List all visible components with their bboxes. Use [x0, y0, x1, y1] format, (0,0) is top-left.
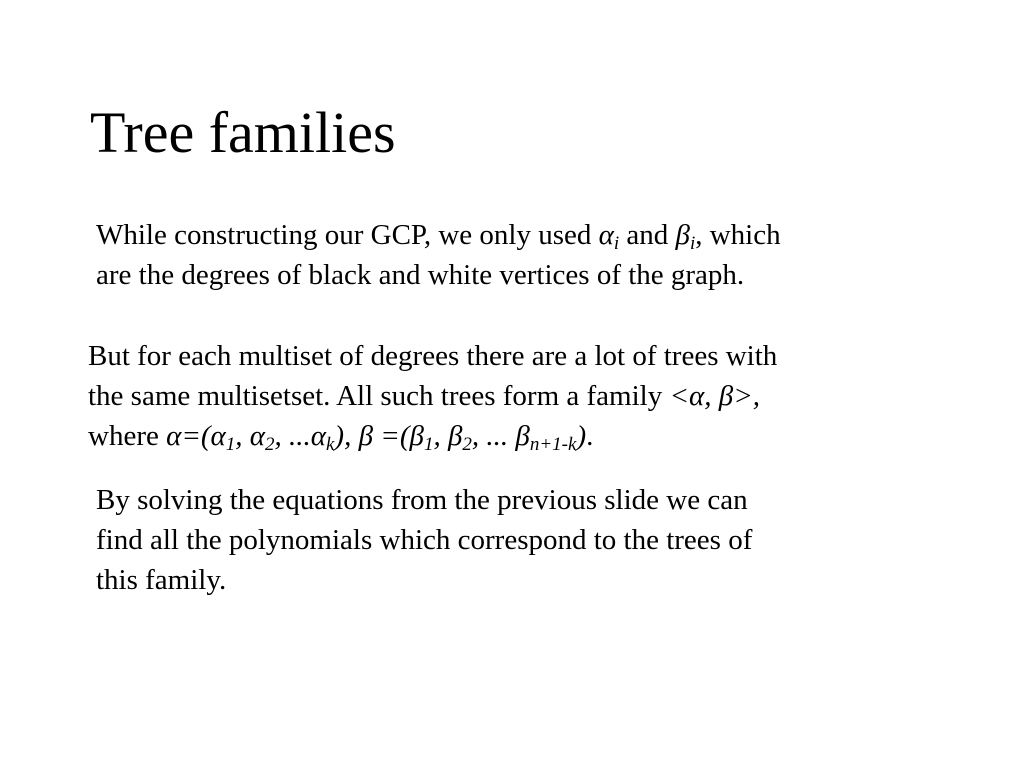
paragraph-tree-family [88, 336, 777, 456]
text-run: . [586, 420, 594, 452]
alpha-symbol: α [598, 219, 614, 251]
text-run: While constructing our GCP, we only used [96, 219, 599, 251]
text-run: , which [695, 219, 781, 251]
paragraph-line: find all the polynomials which correspond to the trees of [96, 524, 753, 556]
paragraph-solving-equations [96, 480, 752, 600]
paragraph-line [88, 376, 777, 416]
paragraph-gcp-degrees [96, 215, 781, 295]
family-notation: <α, β>, [669, 380, 761, 412]
text-run: the same multisetset. All such trees form a family [88, 380, 670, 412]
paragraph-line [88, 416, 777, 456]
alpha-definition: $\alpha=(\alpha_1$, $\alpha_2$, $...\alpha_k$ [166, 420, 335, 455]
subscript: i [689, 233, 696, 254]
slide-title: Tree families [90, 100, 396, 165]
paragraph-line: are the degrees of black and white vertices of the graph. [96, 259, 745, 291]
text-run: where [88, 420, 167, 452]
text-run: and [619, 219, 676, 251]
paragraph-line: By solving the equations from the previous slide we can [96, 484, 748, 516]
subscript: i [613, 233, 620, 254]
paragraph-line: this family. [96, 564, 227, 596]
beta-definition: ), $\beta =(\beta_1$, $\beta_2$, ... $\beta_{n+1-k}$) [334, 420, 587, 455]
paragraph-line [96, 215, 781, 255]
paragraph-line: But for each multiset of degrees there are a lot of trees with [88, 340, 778, 372]
beta-symbol: β [675, 219, 690, 251]
